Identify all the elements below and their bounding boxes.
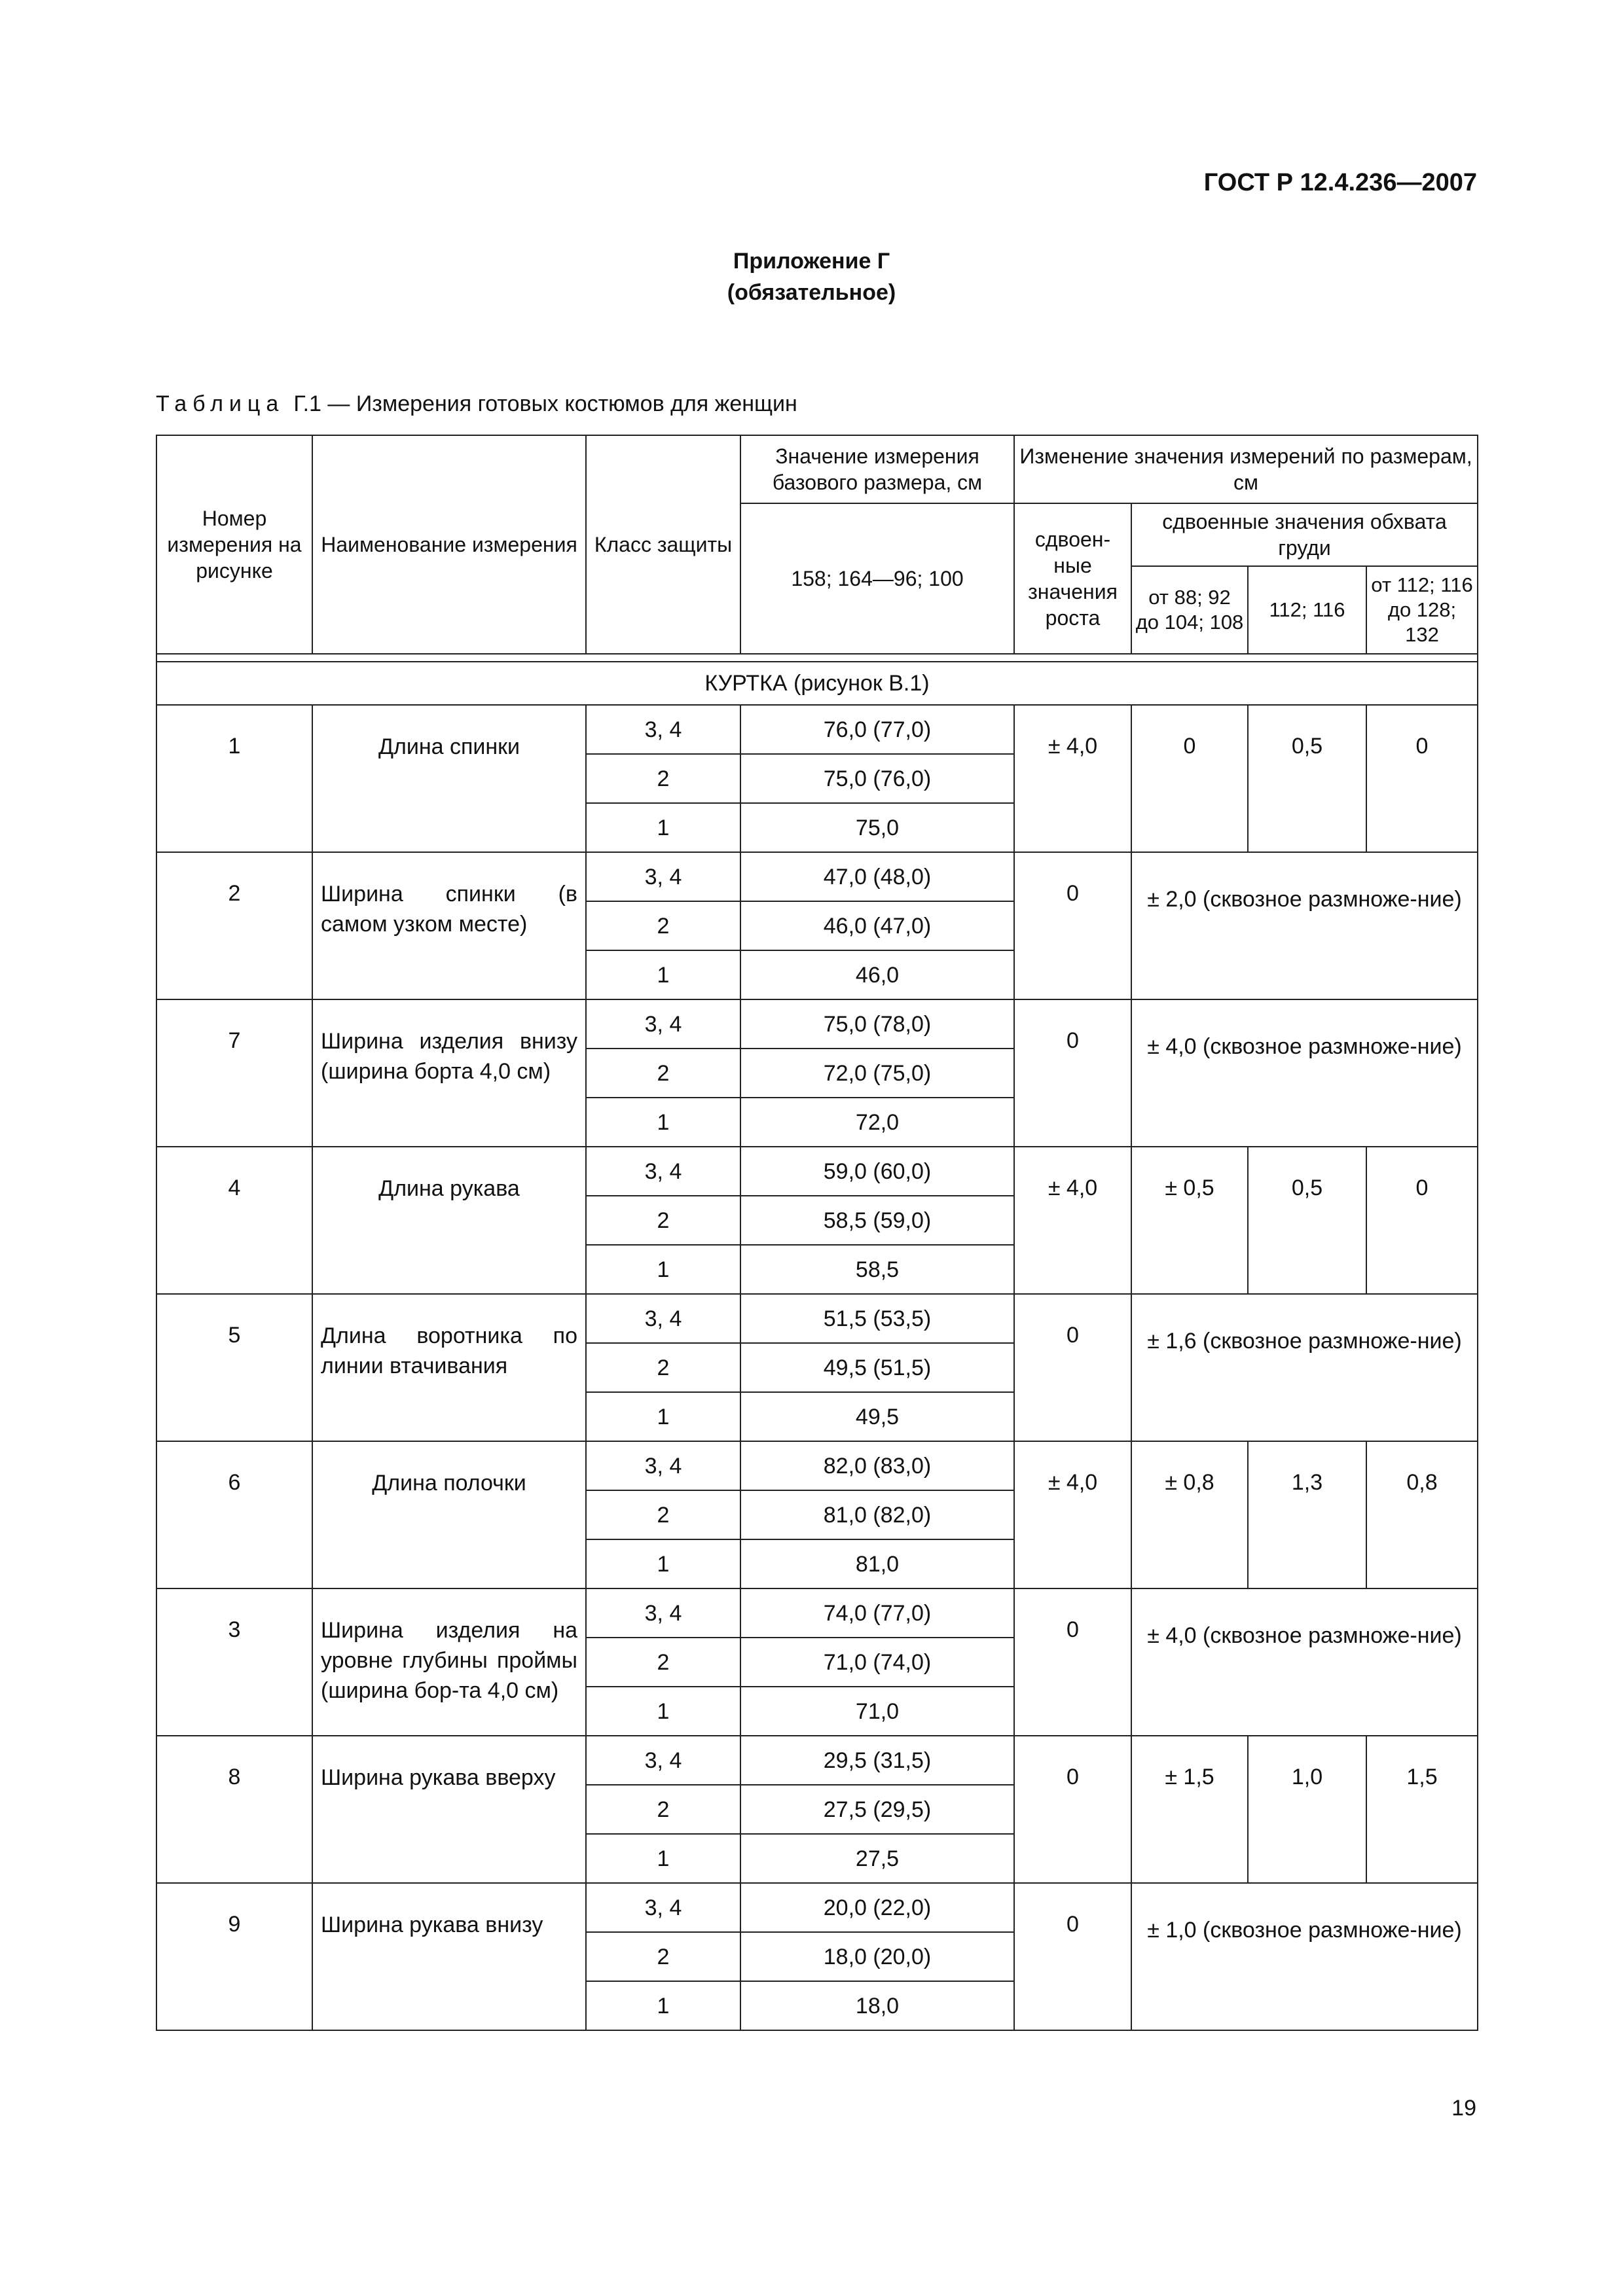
base-value: 81,0 (82,0) [740,1490,1014,1539]
table-caption [156,391,797,417]
base-value: 27,5 [740,1834,1014,1883]
chest-change-through: ± 4,0 (сквозное размноже-ние) [1131,1588,1478,1736]
base-value: 49,5 [740,1392,1014,1441]
chest-change-through: ± 2,0 (сквозное размноже-ние) [1131,852,1478,999]
header-chest-dual: сдвоенные значения обхвата груди [1131,503,1478,566]
height-change: ± 4,0 [1014,705,1131,852]
protection-class: 1 [586,1245,740,1294]
measurement-number: 3 [156,1588,312,1736]
protection-class: 1 [586,1834,740,1883]
protection-class: 2 [586,1049,740,1098]
measurement-name: Длина рукава [312,1147,586,1294]
table-row [156,1883,1478,1932]
protection-class: 1 [586,1687,740,1736]
base-value: 29,5 (31,5) [740,1736,1014,1785]
measurement-number: 9 [156,1883,312,2030]
header-chest-range-2: 112; 116 [1248,566,1366,654]
protection-class: 2 [586,754,740,803]
header-height-dual: сдвоен-ные значения роста [1014,503,1131,654]
protection-class: 1 [586,1392,740,1441]
chest-change-through: ± 4,0 (сквозное размноже-ние) [1131,999,1478,1147]
measurement-name: Длина полочки [312,1441,586,1588]
height-change: 0 [1014,852,1131,999]
protection-class: 2 [586,1196,740,1245]
protection-class: 3, 4 [586,1147,740,1196]
base-value: 27,5 (29,5) [740,1785,1014,1834]
base-value: 51,5 (53,5) [740,1294,1014,1343]
base-value: 82,0 (83,0) [740,1441,1014,1490]
chest-change-through: ± 1,0 (сквозное размноже-ние) [1131,1883,1478,2030]
protection-class: 3, 4 [586,1883,740,1932]
chest-change-range-2: 0,5 [1248,1147,1366,1294]
base-value: 49,5 (51,5) [740,1343,1014,1392]
protection-class: 3, 4 [586,999,740,1049]
appendix-type: (обязательное) [727,280,896,305]
chest-change-range-3: 0,8 [1366,1441,1478,1588]
chest-change-range-3: 0 [1366,1147,1478,1294]
height-change: 0 [1014,1736,1131,1883]
protection-class: 1 [586,803,740,852]
appendix-title: Приложение Г [733,249,890,274]
header-num: Номер измерения на рисунке [156,435,312,654]
measurement-number: 4 [156,1147,312,1294]
header-class: Класс защиты [586,435,740,654]
chest-change-range-2: 1,3 [1248,1441,1366,1588]
protection-class: 2 [586,1490,740,1539]
protection-class: 2 [586,1638,740,1687]
measurement-name: Ширина изделия на уровне глубины проймы (ширина бор-та 4,0 см) [312,1588,586,1736]
protection-class: 3, 4 [586,1588,740,1638]
table-row [156,705,1478,754]
base-value: 58,5 (59,0) [740,1196,1014,1245]
header-separator [156,654,1478,662]
chest-change-through: ± 1,6 (сквозное размноже-ние) [1131,1294,1478,1441]
chest-change-range-1: 0 [1131,705,1248,852]
header-change: Изменение значения измерений по размерам, см [1014,435,1478,503]
height-change: 0 [1014,999,1131,1147]
protection-class: 3, 4 [586,1736,740,1785]
table-caption-text: Г.1 — Измерения готовых костюмов для женщин [293,391,797,416]
base-value: 46,0 (47,0) [740,901,1014,950]
measurement-name: Ширина рукава внизу [312,1883,586,2030]
chest-change-range-2: 0,5 [1248,705,1366,852]
measurement-number: 5 [156,1294,312,1441]
measurement-name: Длина воротника по линии втачивания [312,1294,586,1441]
base-value: 76,0 (77,0) [740,705,1014,754]
measurement-name: Ширина рукава вверху [312,1736,586,1883]
page-number: 19 [1451,2096,1476,2121]
appendix-heading [0,245,1623,308]
header-base-sizes: 158; 164—96; 100 [740,503,1014,654]
chest-change-range-3: 1,5 [1366,1736,1478,1883]
protection-class: 3, 4 [586,852,740,901]
base-value: 47,0 (48,0) [740,852,1014,901]
base-value: 72,0 [740,1098,1014,1147]
table-row [156,1294,1478,1343]
protection-class: 2 [586,1343,740,1392]
table-row [156,1147,1478,1196]
chest-change-range-3: 0 [1366,705,1478,852]
chest-change-range-1: ± 0,5 [1131,1147,1248,1294]
protection-class: 3, 4 [586,1294,740,1343]
measurement-name: Ширина изделия внизу (ширина борта 4,0 см) [312,999,586,1147]
base-value: 75,0 [740,803,1014,852]
base-value: 71,0 [740,1687,1014,1736]
chest-change-range-1: ± 0,8 [1131,1441,1248,1588]
protection-class: 1 [586,1981,740,2030]
base-value: 18,0 (20,0) [740,1932,1014,1981]
protection-class: 3, 4 [586,705,740,754]
measurement-name: Длина спинки [312,705,586,852]
height-change: ± 4,0 [1014,1147,1131,1294]
header-name: Наименование измерения [312,435,586,654]
header-base-value: Значение измерения базового размера, см [740,435,1014,503]
protection-class: 3, 4 [586,1441,740,1490]
chest-change-range-1: ± 1,5 [1131,1736,1248,1883]
table-row [156,1588,1478,1638]
table-caption-label: Таблица [156,391,285,416]
base-value: 71,0 (74,0) [740,1638,1014,1687]
measurement-number: 7 [156,999,312,1147]
height-change: 0 [1014,1588,1131,1736]
measurement-number: 8 [156,1736,312,1883]
base-value: 81,0 [740,1539,1014,1588]
protection-class: 2 [586,1785,740,1834]
header-chest-range-1: от 88; 92 до 104; 108 [1131,566,1248,654]
height-change: 0 [1014,1883,1131,2030]
section-title: КУРТКА (рисунок В.1) [156,662,1478,705]
table-row [156,1441,1478,1490]
header-chest-range-3: от 112; 116 до 128; 132 [1366,566,1478,654]
base-value: 75,0 (78,0) [740,999,1014,1049]
chest-change-range-2: 1,0 [1248,1736,1366,1883]
protection-class: 2 [586,1932,740,1981]
base-value: 72,0 (75,0) [740,1049,1014,1098]
measurements-table-body [156,435,1478,2030]
table-row [156,1736,1478,1785]
base-value: 46,0 [740,950,1014,999]
base-value: 74,0 (77,0) [740,1588,1014,1638]
protection-class: 2 [586,901,740,950]
protection-class: 1 [586,950,740,999]
protection-class: 1 [586,1539,740,1588]
base-value: 75,0 (76,0) [740,754,1014,803]
height-change: 0 [1014,1294,1131,1441]
protection-class: 1 [586,1098,740,1147]
table-row [156,852,1478,901]
height-change: ± 4,0 [1014,1441,1131,1588]
table-row [156,999,1478,1049]
base-value: 18,0 [740,1981,1014,2030]
measurement-number: 6 [156,1441,312,1588]
measurements-table [156,435,1478,2031]
measurement-name: Ширина спинки (в самом узком месте) [312,852,586,999]
measurement-number: 1 [156,705,312,852]
base-value: 59,0 (60,0) [740,1147,1014,1196]
base-value: 20,0 (22,0) [740,1883,1014,1932]
base-value: 58,5 [740,1245,1014,1294]
measurement-number: 2 [156,852,312,999]
document-code: ГОСТ Р 12.4.236—2007 [1203,169,1477,196]
